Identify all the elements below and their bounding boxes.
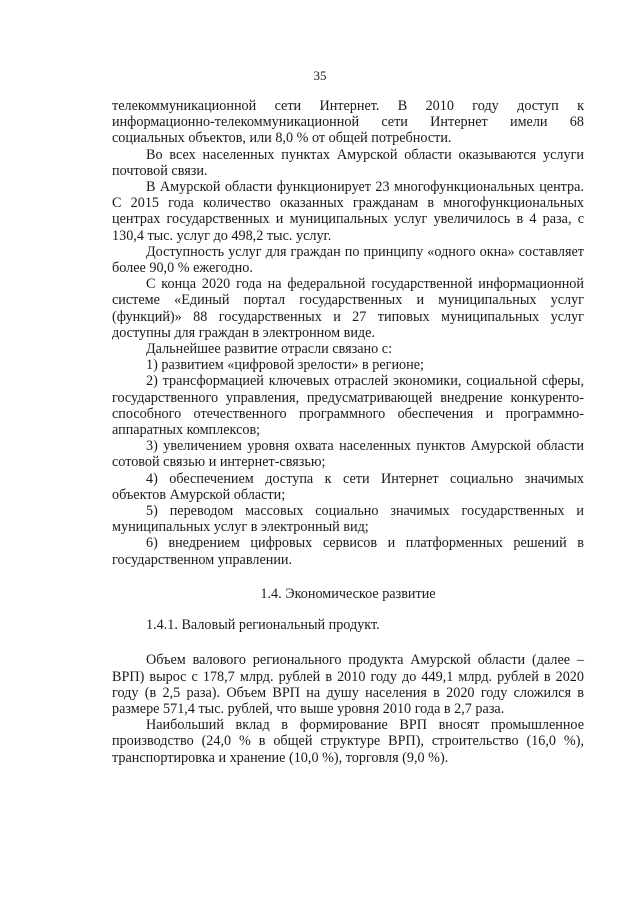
list-item: 4) обеспечением доступа к сети Интернет социально значимых объектов Амурской области; [112, 470, 584, 503]
paragraph-internet-access: телекоммуникационной сети Интернет. В 2010 году доступ к информационно-телекоммуникационной сети Интернет имели 68 социальных объектов, или 8,0 % от общей потребности. [112, 98, 584, 147]
section-heading: 1.4. Экономическое развитие [260, 585, 436, 602]
list-item: 5) переводом массовых социально значимых государственных и муниципальных услуг в электронный вид; [112, 503, 584, 536]
paragraph-grp-volume: Объем валового регионального продукта Амурской области (далее – ВРП) вырос с 178,7 млрд. рублей в 2010 году до 449,1 млрд. рублей в 2020 году (в 2,5 раза). Объем ВРП на душу населения в 2020 году сложился в размере 571,4 тыс. рублей, что выше уровня 2010 года в 2,7 раза. [112, 652, 584, 717]
list-item: 1) развитием «цифровой зрелости» в регионе; [146, 357, 424, 374]
paragraph-grp-structure: Наибольший вклад в формирование ВРП вносят промышленное производство (24,0 % в общей структуре ВРП), строительство (16,0 %), транспортировка и хранение (10,0 %), торговля (9,0 %). [112, 717, 584, 766]
document-body [112, 98, 584, 766]
subsection-heading: 1.4.1. Валовый региональный продукт. [146, 617, 380, 634]
paragraph-one-window: Доступность услуг для граждан по принципу «одного окна» составляет более 90,0 % ежегодно. [112, 243, 584, 277]
page-number: 35 [313, 68, 327, 83]
list-item: 2) трансформацией ключевых отраслей экономики, социальной сферы, государственного управления, предусматривающей внедрение конкуренто-способного отечественного программного обеспечения и программно-аппаратных комплексов; [112, 373, 584, 439]
paragraph-mfc: В Амурской области функционирует 23 многофункциональных центра. С 2015 года количество оказанных гражданам в многофункциональных центрах государственных и муниципальных услуг увеличилось в 4 раза, с 130,4 тыс. услуг до 498,2 тыс. услуг. [112, 179, 584, 244]
list-item: 6) внедрением цифровых сервисов и платформенных решений в государственном управлении. [112, 535, 584, 568]
paragraph-postal: Во всех населенных пунктах Амурской области оказываются услуги почтовой связи. [112, 146, 584, 179]
list-item: 3) увеличением уровня охвата населенных пунктов Амурской области сотовой связью и интернет-связью; [112, 438, 584, 471]
paragraph-development-intro: Дальнейшее развитие отрасли связано с: [146, 341, 393, 358]
paragraph-portal: С конца 2020 года на федеральной государственной информационной системе «Единый портал государственных и муниципальных услуг (функций)» 88 государственных и 27 типовых муниципальных услуг доступны для граждан в электронном виде. [112, 276, 584, 341]
